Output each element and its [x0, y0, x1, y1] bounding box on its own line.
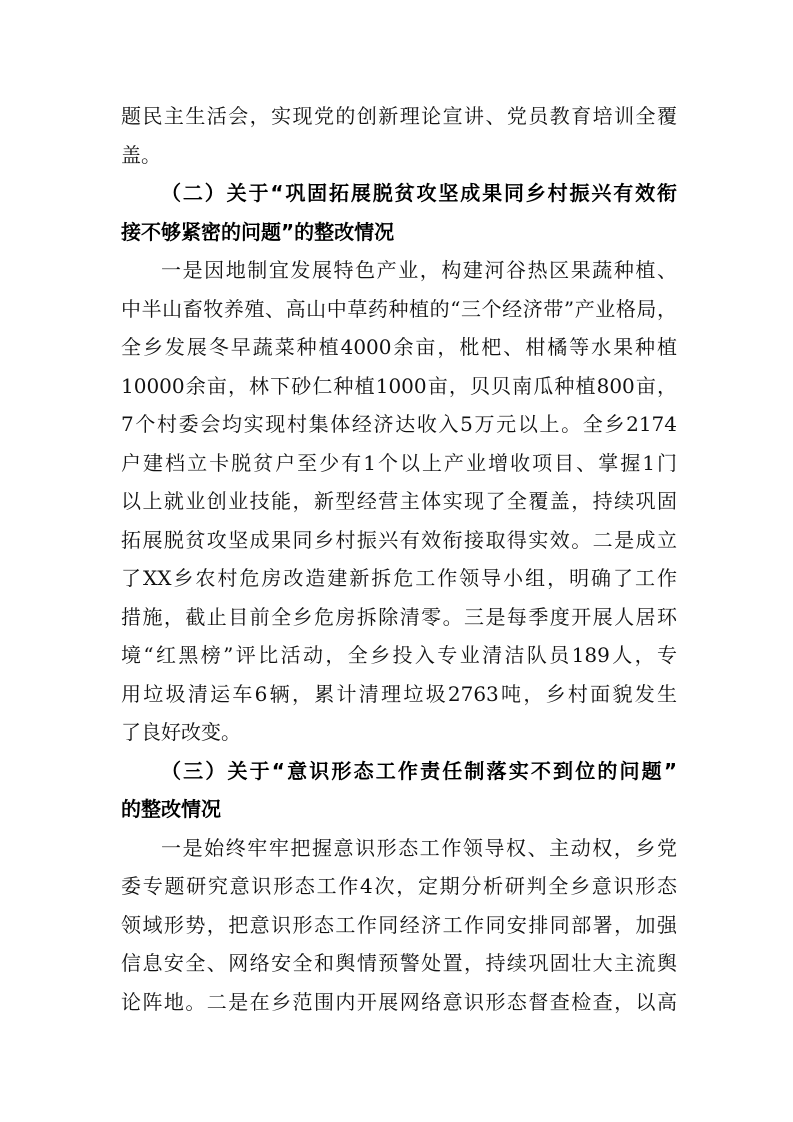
- body-text-line: 境“红黑榜”评比活动，全乡投入专业清洁队员189人，专: [121, 643, 677, 667]
- body-text-line: 论阵地。二是在乡范围内开展网络意识形态督查检查，以高: [121, 989, 677, 1014]
- body-text-line: 信息安全、网络安全和舆情预警处置，持续巩固壮大主流舆: [121, 951, 677, 975]
- body-text-line: 领域形势，把意识形态工作同经济工作同安排同部署，加强: [121, 912, 677, 937]
- section-heading-line: （二）关于“巩固拓展脱贫攻坚成果同乡村振兴有效衔: [161, 181, 677, 205]
- body-text-line: 委专题研究意识形态工作4次，定期分析研判全乡意识形态: [121, 874, 677, 898]
- section-heading-line: （三）关于“意识形态工作责任制落实不到位的问题”: [161, 758, 677, 783]
- body-text-line: 用垃圾清运车6辆，累计清理垃圾2763吨，乡村面貌发生: [121, 681, 677, 706]
- body-text-line: 盖。: [121, 142, 161, 167]
- body-text-line: 以上就业创业技能，新型经营主体实现了全覆盖，持续巩固: [121, 489, 677, 513]
- body-text-line: 一是始终牢牢把握意识形态工作领导权、主动权，乡党: [161, 835, 677, 860]
- section-heading-line: 的整改情况: [121, 797, 221, 821]
- body-text-line: 了良好改变。: [121, 720, 241, 744]
- body-text-line: 拓展脱贫攻坚成果同乡村振兴有效衔接取得实效。二是成立: [121, 527, 677, 552]
- body-text-line: 一是因地制宜发展特色产业，构建河谷热区果蔬种植、: [161, 258, 677, 282]
- body-text-line: 10000余亩，林下砂仁种植1000亩，贝贝南瓜种植800亩，: [121, 373, 677, 398]
- body-text-line: 7个村委会均实现村集体经济达收入5万元以上。全乡2174: [121, 412, 677, 436]
- body-text-line: 户建档立卡脱贫户至少有1个以上产业增收项目、掌握1门: [121, 450, 677, 475]
- body-text-line: 了XX乡农村危房改造建新拆危工作领导小组，明确了工作: [121, 566, 677, 590]
- document-body: [121, 97, 677, 1021]
- body-text-line: 措施，截止目前全乡危房拆除清零。三是每季度开展人居环: [121, 604, 677, 629]
- body-text-line: 全乡发展冬早蔬菜种植4000余亩，枇杷、柑橘等水果种植: [121, 335, 677, 359]
- body-text-line: 中半山畜牧养殖、高山中草药种植的“三个经济带”产业格局，: [121, 296, 677, 321]
- section-heading-line: 接不够紧密的问题”的整改情况: [121, 219, 395, 244]
- body-text-line: 题民主生活会，实现党的创新理论宣讲、党员教育培训全覆: [121, 104, 677, 128]
